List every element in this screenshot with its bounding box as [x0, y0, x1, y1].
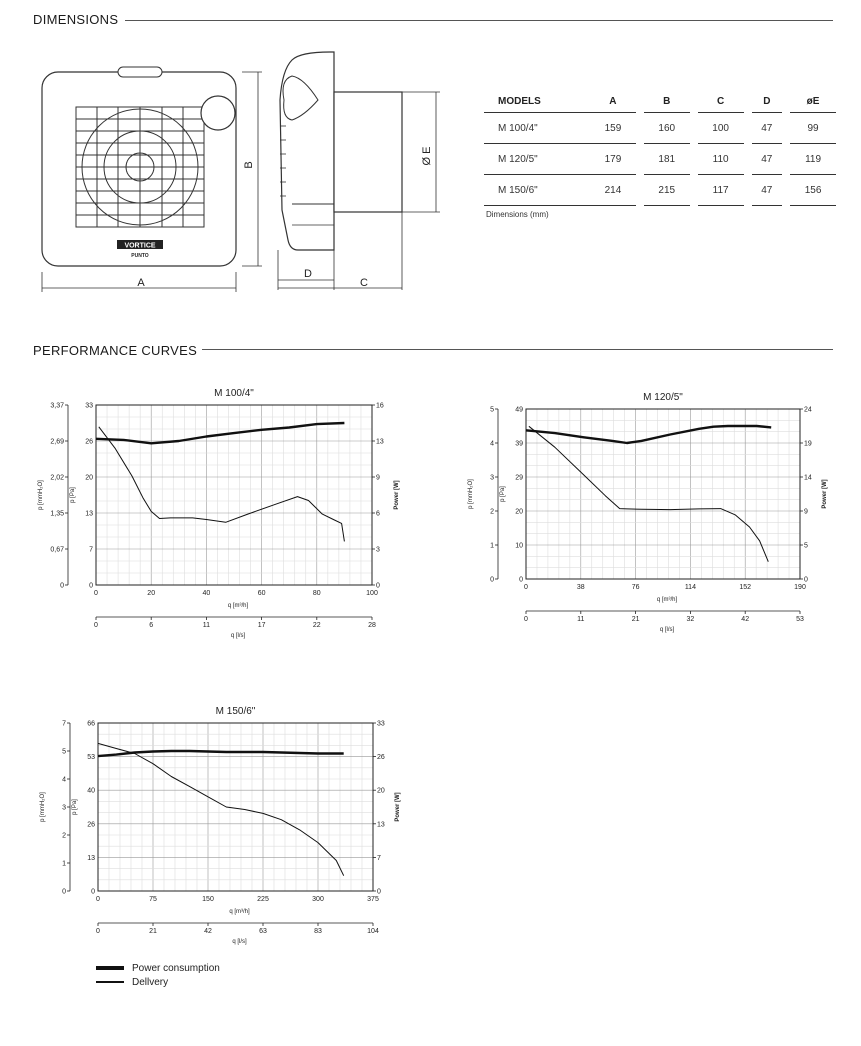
y2-tick-label: 3 [376, 546, 380, 554]
y2-tick-label: 0 [377, 888, 381, 896]
y2-tick-label: 33 [377, 720, 385, 728]
cell-model: M 120/5" [484, 144, 590, 175]
cell-b: 215 [644, 175, 690, 206]
x2-tick-label: 21 [631, 616, 640, 623]
x-tick-label: 300 [312, 896, 324, 903]
chart-m100 [38, 388, 400, 639]
x-tick-label: 150 [202, 896, 214, 903]
x2-axis-label: q [l/s] [230, 633, 246, 639]
y-mm-tick-label: 0 [60, 582, 64, 590]
y-tick-label: 49 [515, 406, 523, 414]
y-tick-label: 0 [91, 888, 95, 896]
x2-tick-label: 17 [257, 622, 266, 629]
cell-d: 47 [752, 113, 783, 144]
x2-tick-label: 42 [204, 928, 212, 935]
x2-tick-label: 63 [259, 928, 267, 935]
header-d: D [752, 90, 783, 113]
y-mm-tick-label: 3 [490, 474, 494, 482]
y-mm-tick-label: 0,67 [50, 546, 64, 554]
x-axis-label: q [m³/h] [656, 597, 678, 603]
brand-logo-text: VORTICE [124, 242, 156, 250]
x2-tick-label: 22 [312, 622, 321, 629]
cell-model: M 100/4" [484, 113, 590, 144]
y2-tick-label: 9 [376, 474, 380, 482]
cell-e: 99 [790, 113, 836, 144]
y-mm-tick-label: 2 [62, 832, 66, 840]
y2-tick-label: 13 [377, 821, 385, 829]
chart-title: M 120/5" [643, 392, 683, 403]
y-mm-tick-label: 2,69 [50, 438, 64, 446]
y2-tick-label: 9 [804, 508, 808, 516]
y-mm-axis-label: p [mmH₂O] [468, 479, 474, 509]
y-tick-label: 26 [85, 438, 93, 446]
cell-a: 159 [590, 113, 636, 144]
x-tick-label: 0 [96, 896, 100, 903]
curves-legend [96, 961, 220, 989]
x2-tick-label: 104 [367, 928, 379, 935]
y-mm-tick-label: 1 [490, 542, 494, 550]
dimension-e-label: Ø E [421, 146, 433, 166]
y2-tick-label: 5 [804, 542, 808, 550]
x2-tick-label: 53 [796, 616, 804, 623]
y-tick-label: 20 [515, 508, 523, 516]
y-tick-label: 0 [89, 582, 93, 590]
x2-axis-label: q [l/s] [659, 627, 675, 633]
x2-tick-label: 0 [524, 616, 528, 623]
cell-e: 156 [790, 175, 836, 206]
y2-axis-label: Power [W] [822, 479, 828, 509]
y-tick-label: 39 [515, 440, 523, 448]
x-axis-label: q [m³/h] [229, 909, 250, 915]
y-axis-label: p [Pa] [500, 486, 506, 502]
y-tick-label: 53 [87, 754, 95, 762]
y-mm-tick-label: 7 [62, 720, 66, 728]
legend-delivery [96, 975, 220, 989]
cell-d: 47 [752, 144, 783, 175]
y-axis-label: p [Pa] [70, 487, 76, 503]
y-tick-label: 29 [515, 474, 523, 482]
delivery-line [529, 426, 768, 561]
x2-tick-label: 83 [314, 928, 322, 935]
legend-delivery-label: Dellvery [132, 976, 169, 988]
y-mm-tick-label: 3,37 [50, 402, 64, 410]
chart-m120 [468, 392, 828, 633]
y-tick-label: 20 [85, 474, 93, 482]
y2-axis-label: Power [W] [394, 480, 400, 510]
cell-e: 119 [790, 144, 836, 175]
y2-tick-label: 20 [377, 787, 385, 795]
cell-model: M 150/6" [484, 175, 590, 206]
cell-c: 110 [698, 144, 744, 175]
dimension-d-label: D [304, 268, 312, 280]
power-consumption-line [96, 423, 344, 443]
x-tick-label: 80 [312, 590, 321, 597]
x-tick-label: 152 [739, 584, 752, 591]
y-axis-label: p [Pa] [72, 799, 78, 815]
y2-tick-label: 6 [376, 510, 380, 518]
x-tick-label: 38 [576, 584, 585, 591]
dimension-a-label: A [137, 277, 145, 289]
chart-title: M 150/6" [215, 706, 256, 717]
y2-tick-label: 7 [377, 854, 381, 862]
legend-delivery-swatch [96, 981, 124, 983]
x2-tick-label: 0 [94, 622, 98, 629]
y-mm-tick-label: 0 [62, 888, 66, 896]
y-mm-axis-label: p [mmH₂O] [40, 792, 46, 822]
x2-tick-label: 42 [741, 616, 750, 623]
y-mm-tick-label: 3 [62, 804, 66, 812]
x-tick-label: 0 [524, 584, 528, 591]
y-tick-label: 13 [85, 510, 93, 518]
delivery-line [99, 427, 345, 542]
x2-tick-label: 21 [149, 928, 157, 935]
model-logo-text: PUNTO [131, 253, 149, 259]
y-mm-axis-label: p [mmH₂O] [38, 480, 44, 510]
y-tick-label: 66 [87, 720, 95, 728]
y-tick-label: 26 [87, 821, 95, 829]
x2-tick-label: 11 [202, 622, 211, 629]
x2-tick-label: 32 [686, 616, 695, 623]
y-mm-tick-label: 4 [490, 440, 494, 448]
header-c: C [698, 90, 744, 113]
legend-power-swatch [96, 966, 124, 970]
chart-title: M 100/4" [214, 388, 254, 399]
performance-curves-title: PERFORMANCE CURVES [33, 343, 198, 358]
x2-axis-label: q [l/s] [232, 939, 247, 945]
y-mm-tick-label: 4 [62, 776, 66, 784]
dimensions-note: Dimensions (mm) [486, 210, 549, 219]
x-tick-label: 76 [631, 584, 640, 591]
x-tick-label: 60 [257, 590, 266, 597]
cell-a: 179 [590, 144, 636, 175]
x-tick-label: 225 [257, 896, 269, 903]
y2-tick-label: 0 [804, 576, 808, 584]
y-mm-tick-label: 1,35 [50, 510, 64, 518]
x-axis-label: q [m³/h] [227, 603, 249, 609]
cell-b: 181 [644, 144, 690, 175]
y-mm-tick-label: 2 [490, 508, 494, 516]
legend-power [96, 961, 220, 975]
dimensions-title: DIMENSIONS [33, 12, 119, 27]
dimension-c-label: C [360, 277, 368, 289]
cell-b: 160 [644, 113, 690, 144]
y-mm-tick-label: 2,02 [50, 474, 64, 482]
y2-tick-label: 24 [804, 406, 812, 414]
y-tick-label: 13 [87, 854, 95, 862]
y-tick-label: 0 [519, 576, 523, 584]
y-mm-tick-label: 0 [490, 576, 494, 584]
chart-m150 [40, 706, 401, 945]
y2-tick-label: 14 [804, 474, 812, 482]
x-tick-label: 190 [794, 584, 806, 591]
x-tick-label: 0 [94, 590, 98, 597]
x-tick-label: 100 [366, 590, 378, 597]
x2-tick-label: 28 [368, 622, 376, 629]
cell-d: 47 [752, 175, 783, 206]
y2-tick-label: 16 [376, 402, 384, 410]
y-mm-tick-label: 1 [62, 860, 66, 868]
x-tick-label: 20 [147, 590, 156, 597]
y-tick-label: 7 [89, 546, 93, 554]
header-e: øE [790, 90, 836, 113]
x-tick-label: 375 [367, 896, 379, 903]
y-mm-tick-label: 5 [490, 406, 494, 414]
x-tick-label: 75 [149, 896, 157, 903]
y2-tick-label: 13 [376, 438, 384, 446]
y-tick-label: 33 [85, 402, 93, 410]
x2-tick-label: 0 [96, 928, 100, 935]
x-tick-label: 114 [684, 584, 696, 591]
x2-tick-label: 6 [149, 622, 154, 629]
header-a: A [590, 90, 636, 113]
plot-frame [98, 723, 373, 891]
cell-a: 214 [590, 175, 636, 206]
y-tick-label: 10 [515, 542, 523, 550]
x2-tick-label: 11 [577, 616, 585, 623]
cell-c: 100 [698, 113, 744, 144]
header-models: MODELS [484, 90, 590, 113]
cell-c: 117 [698, 175, 744, 206]
y2-tick-label: 19 [804, 440, 812, 448]
y-mm-tick-label: 5 [62, 748, 66, 756]
x-tick-label: 40 [202, 590, 211, 597]
legend-power-label: Power consumption [132, 962, 220, 974]
header-b: B [644, 90, 690, 113]
y2-axis-label: Power [W] [395, 792, 401, 822]
dimension-b-label: B [243, 161, 255, 169]
y2-tick-label: 0 [376, 582, 380, 590]
y2-tick-label: 26 [377, 754, 385, 762]
y-tick-label: 40 [87, 787, 95, 795]
